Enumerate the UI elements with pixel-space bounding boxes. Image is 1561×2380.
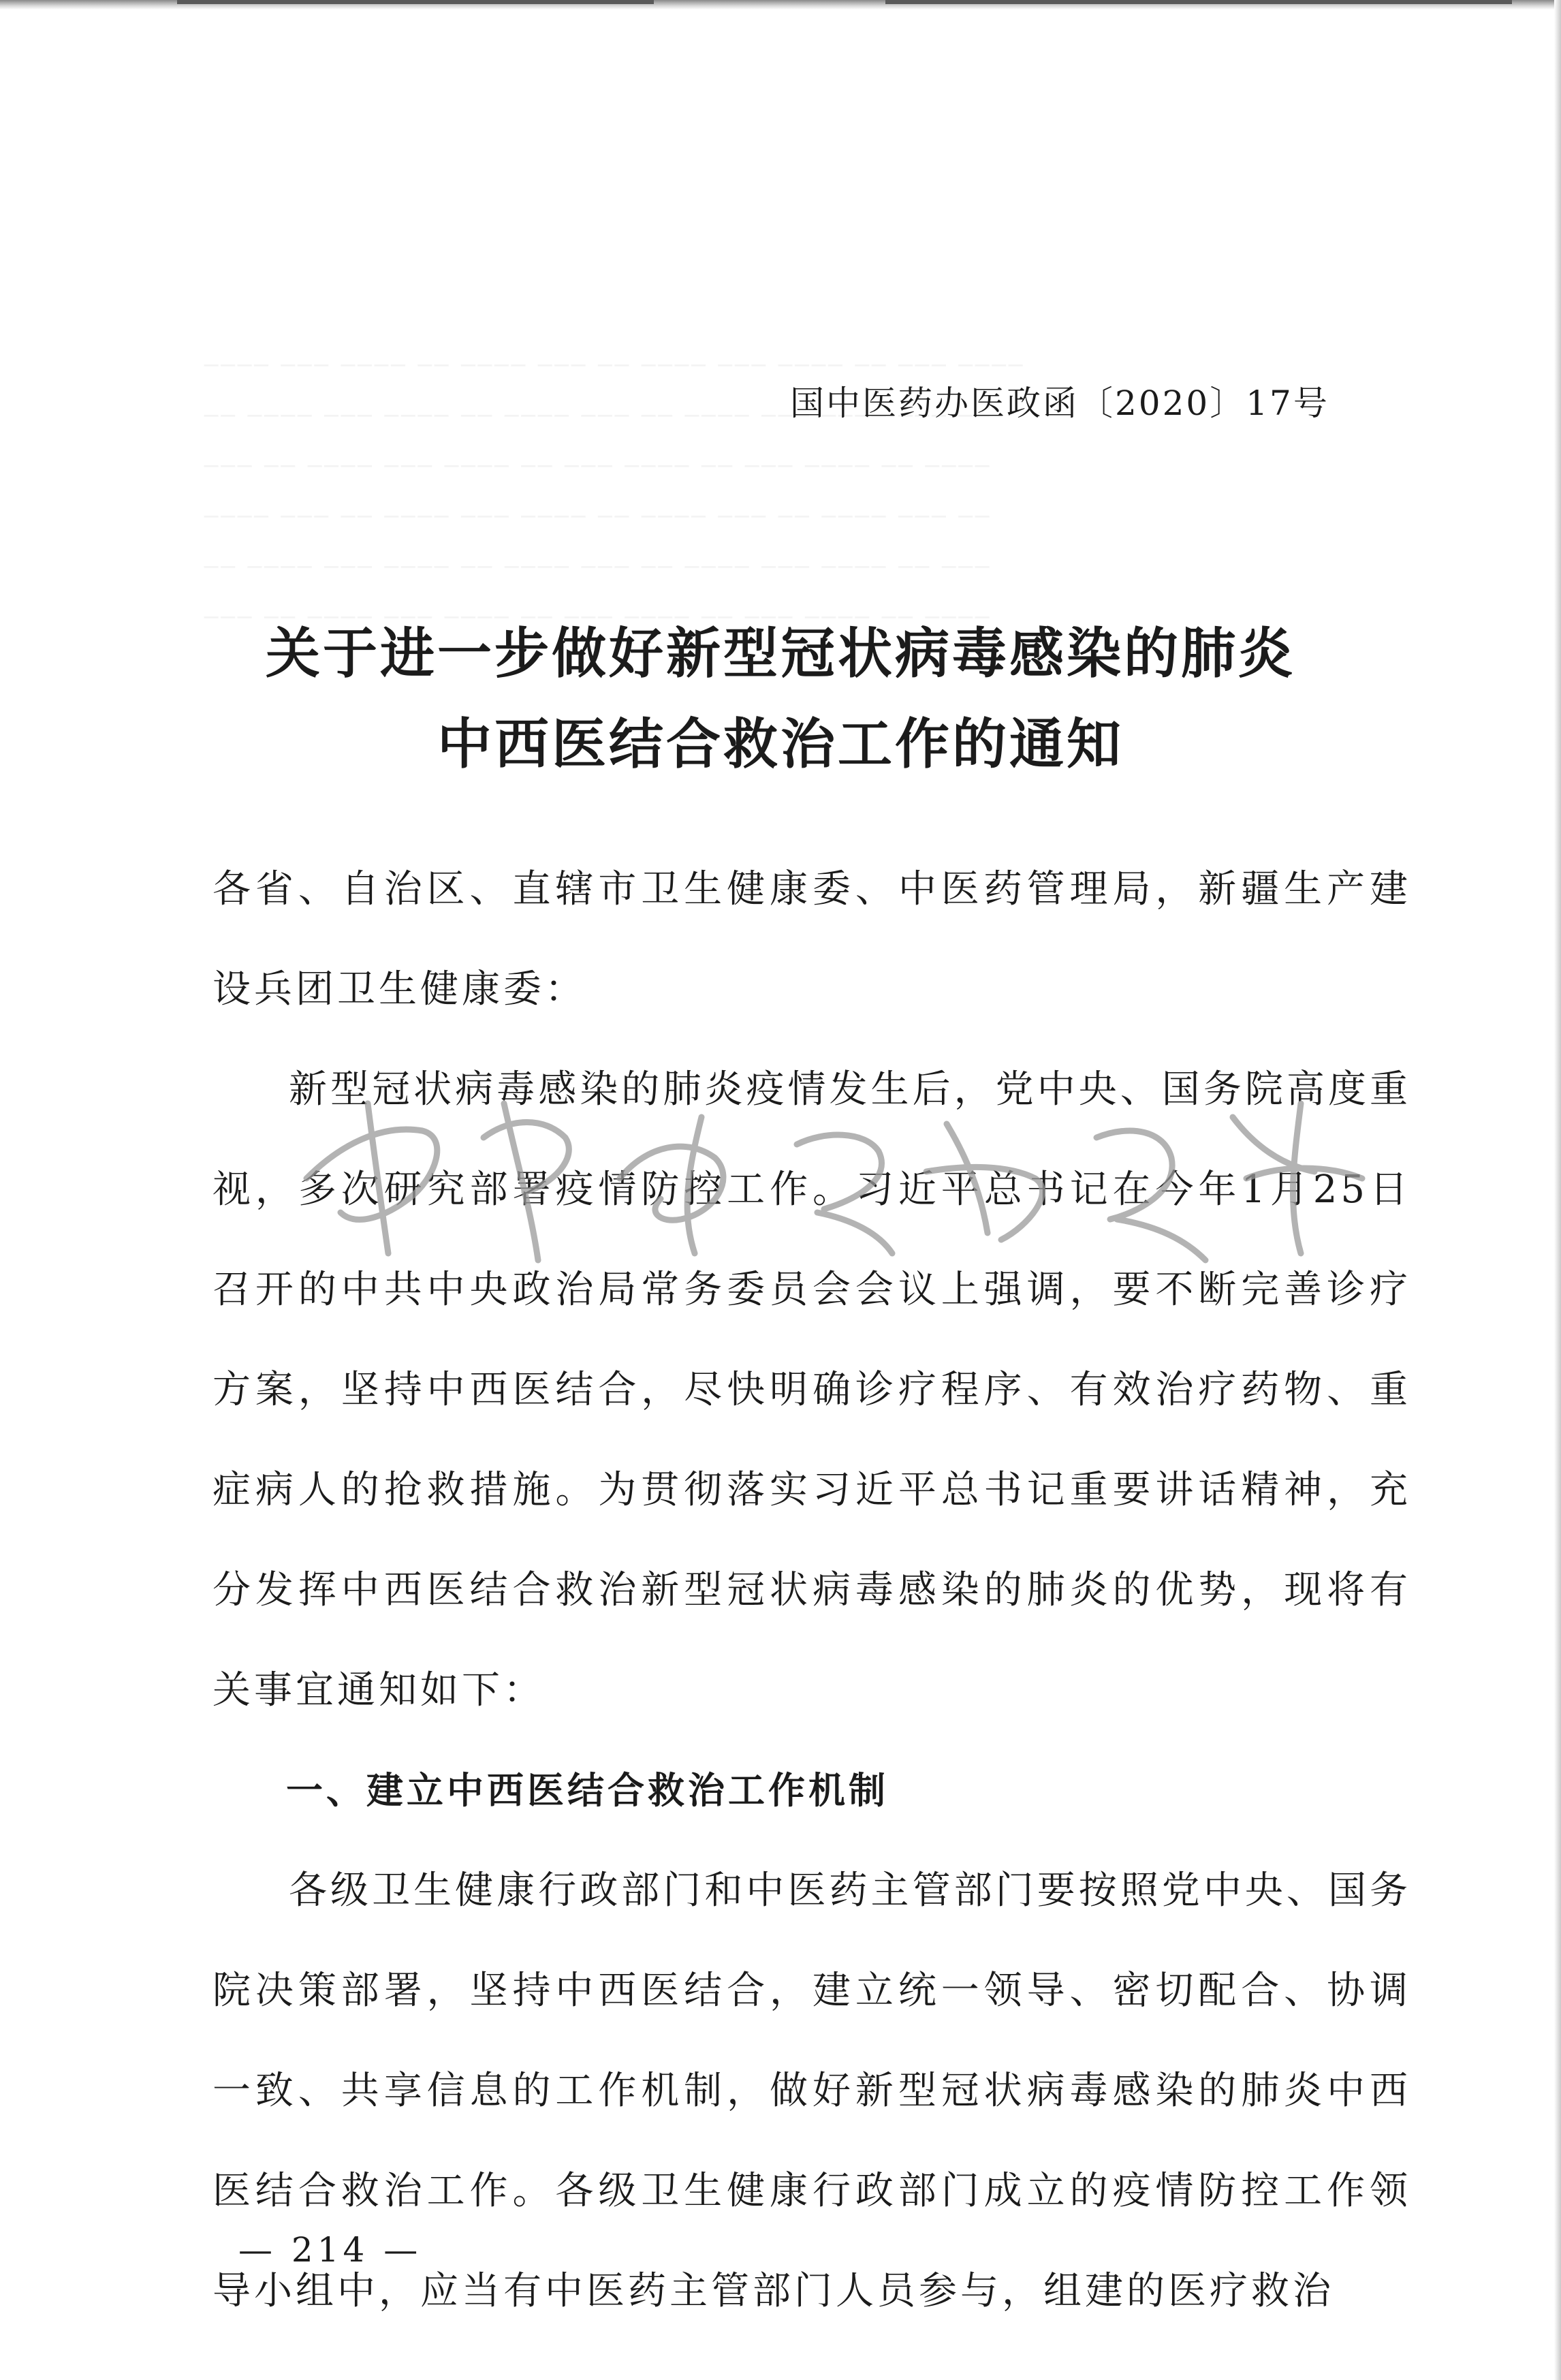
scan-shadow — [885, 0, 1512, 4]
paragraph-mechanism: 各级卫生健康行政部门和中医药主管部门要按照党中央、国务院决策部署，坚持中西医结合，建立统一领导、密切配合、协调一致、共享信息的工作机制，做好新型冠状病毒感染的肺炎中西医结合救治工作。各级卫生健康行政部门成立的疫情防控工作领导小组中，应当有中医药主管部门人员参与，组建的医疗救治 — [212, 1868, 1411, 2313]
paragraph-intro: 新型冠状病毒感染的肺炎疫情发生后，党中央、国务院高度重视，多次研究部署疫情防控工作。习近平总书记在今年1月25日召开的中共中央政治局常务委员会会议上强调，要不断完善诊疗方案，坚持中西医结合，尽快明确诊疗程序、有效治疗药物、重症病人的抢救措施。为贯彻落实习近平总书记重要讲话精神，充分发挥中西医结合救治新型冠状病毒感染的肺炎的优势，现将有关事宜通知如下： — [212, 1067, 1411, 1712]
document-title-line-2: 中西医结合救治工作的通知 — [437, 712, 1124, 776]
document-body — [212, 839, 1411, 2341]
scan-edge-right — [1554, 0, 1561, 2380]
salutation: 各省、自治区、直辖市卫生健康委、中医药管理局，新疆生产建设兵团卫生健康委： — [212, 867, 1411, 1012]
scan-shadow — [177, 0, 654, 4]
page-number: — 214 — — [238, 2230, 422, 2270]
section-heading-1: 一、建立中西医结合救治工作机制 — [286, 1769, 889, 1812]
document-title-line-1: 关于进一步做好新型冠状病毒感染的肺炎 — [266, 621, 1295, 685]
scan-edge-top — [0, 0, 1561, 10]
document-number: 国中医药办医政函〔2020〕17号 — [790, 383, 1329, 423]
